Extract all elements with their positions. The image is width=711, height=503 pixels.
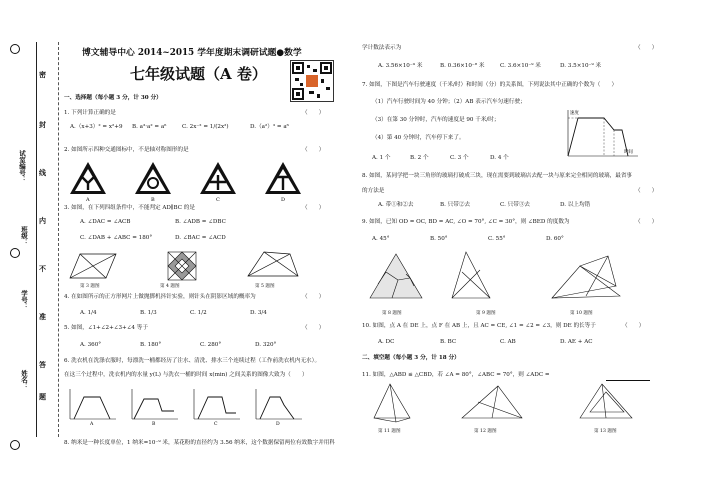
- q7-option-d: D. 4 个: [490, 155, 509, 161]
- margin-dashed-rule: [58, 42, 60, 437]
- sign-label: C: [216, 197, 220, 202]
- q8-10-figures: [366, 248, 646, 310]
- graph-label: C: [214, 422, 218, 425]
- seal-char: 题: [39, 392, 46, 401]
- seal-char: 线: [39, 168, 46, 177]
- page-title: 七年级试题（A 卷）: [130, 65, 267, 83]
- q8-option-c: C. 只带③去: [500, 202, 531, 208]
- figure-caption: 第 9 题图: [476, 311, 496, 316]
- q4-option-b: B. 1/3: [140, 310, 157, 316]
- figure-q10: [552, 256, 620, 298]
- q5-option-a: A. 360°: [80, 342, 102, 348]
- q10-option-b: B. BC: [440, 339, 457, 345]
- q7-item: （4）第 40 分钟时，汽车停下来了。: [372, 135, 465, 141]
- q7-item: （1）汽车行驶时间为 40 分钟；（2）AB 表示汽车匀速行驶；: [372, 99, 526, 105]
- q8-cont: 学计数法表示为: [362, 45, 402, 51]
- student-id-label: 学号：: [20, 290, 28, 310]
- option-d: D. 3.5×10⁻⁹ 米: [560, 63, 602, 69]
- binding-hole: [10, 44, 20, 54]
- q1-option-b: B. a³·a² = a⁶: [132, 124, 167, 130]
- q10-option-a: A. DC: [378, 339, 395, 345]
- q3-5-figures: [68, 248, 318, 288]
- q10-stem: 10. 如图，点 A 在 DE 上，点 F 在 AB 上，且 AC = CE, ∠1 = ∠2 = ∠3，则 DE 的长等于: [362, 323, 596, 329]
- sign-label: B: [151, 197, 155, 202]
- q3-option-c: C. ∠DAB + ∠ABC = 180°: [80, 235, 153, 241]
- q7-speed-graph: [562, 106, 642, 164]
- seal-char: 封: [39, 120, 46, 129]
- option-b: B. 0.36×10⁻⁸ 米: [440, 63, 485, 69]
- q3-stem: 3. 如图，在下列四组条件中，不能判定 AD∥BC 的是: [64, 205, 195, 211]
- qr-code: [290, 60, 334, 102]
- section-heading: 一、选择题（每小题 3 分，计 30 分）: [64, 95, 162, 101]
- seal-char: 内: [39, 216, 46, 225]
- q3-option-d: D. ∠BAC = ∠ACD: [175, 235, 226, 241]
- sign-label: D: [281, 197, 286, 202]
- binding-hole: [10, 248, 20, 258]
- q9-option-a: A. 45°: [372, 236, 390, 242]
- figure-caption: 第 8 题图: [382, 311, 402, 316]
- q5-option-c: C. 280°: [200, 342, 222, 348]
- answer-paren: （ ）: [302, 147, 325, 153]
- figure-q4: [168, 252, 196, 280]
- q9-option-d: D. 60°: [546, 236, 564, 242]
- seal-char: 密: [39, 70, 46, 79]
- q8-line2: 的方法是: [362, 188, 385, 194]
- figure-q13: [580, 384, 632, 418]
- q4-option-d: D. 3/4: [250, 310, 267, 316]
- q3-option-a: A. ∠DAC = ∠ACB: [80, 219, 131, 225]
- q11-13-figures: [370, 382, 640, 426]
- q3-option-b: B. ∠ADB = ∠DBC: [175, 219, 226, 225]
- q8-option-b: B. 只带②去: [440, 202, 471, 208]
- binding-hole: [10, 440, 20, 450]
- q6-line2: 在这三个过程中，洗衣机内的水量 y(L) 与洗衣一桶的时间 x(min) 之间关系的图像大致为（ ）: [64, 372, 308, 378]
- exam-title: 博文辅导中心 2014~2015 学年度期末调研试题●数学: [82, 48, 302, 58]
- q7-option-b: B. 2 个: [410, 155, 429, 161]
- q4-option-a: A. 1/4: [80, 310, 97, 316]
- figure-caption: 第 12 题图: [474, 429, 497, 434]
- figure-q11: [374, 384, 410, 422]
- traffic-sign-b: [135, 162, 171, 194]
- class-label: 班级：: [20, 226, 28, 246]
- q5-stem: 5. 如图，∠1+∠2+∠3+∠4 等于: [64, 325, 148, 331]
- seal-char: 答: [39, 360, 46, 369]
- q1-stem: 1. 下列计算正确的是: [64, 110, 116, 116]
- figure-caption: 第 5 题图: [255, 284, 275, 289]
- answer-paren: （ ）: [302, 110, 325, 116]
- figure-q12: [462, 386, 522, 418]
- q9-option-c: C. 55°: [488, 236, 506, 242]
- section-heading: 二、填空题（每小题 3 分，计 18 分）: [362, 355, 460, 361]
- answer-paren: （ ）: [635, 45, 658, 51]
- traffic-sign-d: [265, 162, 301, 194]
- traffic-sign-c: [200, 162, 236, 194]
- sign-label: A: [86, 197, 90, 202]
- answer-paren: （ ）: [635, 219, 658, 225]
- option-c: C. 3.6×10⁻⁹ 米: [500, 63, 541, 69]
- answer-paren: （ ）: [302, 294, 325, 300]
- q10-option-c: C. AB: [500, 339, 516, 345]
- q5-option-d: D. 320°: [255, 342, 277, 348]
- answer-paren: （ ）: [622, 323, 645, 329]
- graph-ylabel: 速度: [570, 111, 579, 116]
- exam-room-label: 试室编号：: [18, 150, 26, 183]
- q8-option-a: A. 带①和②去: [378, 202, 414, 208]
- figure-caption: 第 3 题图: [80, 284, 100, 289]
- answer-paren: （ ）: [302, 325, 325, 331]
- name-label: 姓名：: [20, 370, 28, 390]
- q11-stem: 11. 如图，△ABD ≌ △CBD，若 ∠A = 80°，∠ABC = 70°，则 ∠ADC =: [362, 372, 550, 378]
- q4-stem: 4. 在如图所示的正方形网片上做抛掷机抖针实验，则针头在阴影区域的概率为: [64, 294, 256, 300]
- figure-q5: [248, 252, 298, 276]
- q7-option-a: A. 1 个: [372, 155, 391, 161]
- q4-option-c: C. 1/2: [190, 310, 207, 316]
- q8-line1: 8. 如图，某同学把一块三角形的玻璃打破成三块，现在需要到玻璃店去配一块与原来完全相同的玻璃，最省事: [362, 173, 633, 179]
- traffic-sign-a: [70, 162, 106, 194]
- q7-stem: 7. 如图，下图是汽车行驶速度（千米/时）和时间（分）的关系图，下列说法其中正确的个数为（ ）: [362, 82, 618, 88]
- q10-option-d: D. AE + AC: [560, 339, 593, 345]
- answer-paren: （ ）: [302, 205, 325, 211]
- q2-stem: 2. 如图所示四种交通图标中，不是轴对称图形的是: [64, 147, 189, 153]
- graph-label: B: [152, 422, 156, 425]
- q2-traffic-signs: [68, 160, 308, 202]
- figure-caption: 第 10 题图: [570, 311, 593, 316]
- q9-option-b: B. 50°: [430, 236, 448, 242]
- seal-margin: [0, 0, 64, 503]
- q6-graphs: [66, 385, 316, 425]
- answer-paren: （ ）: [635, 188, 658, 194]
- q9-stem: 9. 如图，已知 OD = OC, BD = AC, ∠O = 70°, ∠C = 30°，则 ∠BED 的度数为: [362, 219, 570, 225]
- figure-q8-broken-glass: [370, 254, 422, 298]
- figure-caption: 第 4 题图: [160, 284, 180, 289]
- q5-option-b: B. 180°: [140, 342, 162, 348]
- seal-char: 不: [39, 264, 46, 273]
- q1-option-c: C. 2x⁻² = 1/(2x²): [182, 124, 229, 130]
- figure-q9: [452, 252, 490, 298]
- q1-option-d: D.（a²）³ = a⁶: [250, 124, 289, 130]
- option-a: A. 3.56×10⁻⁹ 米: [378, 63, 423, 69]
- q1-option-a: A.（x+3）² = x²+9: [70, 124, 123, 130]
- q6-line1: 6. 洗衣机在洗涤衣服时，每漂洗一桶都经历了注水、清洗、排水三个连续过程（工作前洗衣机内无水）。: [64, 358, 321, 364]
- q8-option-d: D. 以上均错: [560, 202, 591, 208]
- graph-label: D: [276, 422, 280, 425]
- figure-q3: [70, 254, 116, 278]
- figure-caption: 第 13 题图: [594, 429, 617, 434]
- figure-caption: 第 11 题图: [378, 429, 401, 434]
- graph-xlabel: 时间: [624, 150, 633, 155]
- margin-rule: [36, 42, 37, 437]
- graph-label: A: [90, 422, 94, 425]
- answer-blank[interactable]: [606, 380, 650, 381]
- q7-option-c: C. 3 个: [450, 155, 469, 161]
- q8-nano-line1: 8. 纳米是一种长度单位，1 纳米=10⁻⁹ 米，某花粉的直径约为 3.56 纳米，这个数据保留两位有效数字并用科: [64, 440, 335, 446]
- seal-char: 准: [39, 312, 46, 321]
- q7-item: （3）在第 30 分钟时，汽车的速度是 90 千米/时；: [372, 117, 500, 123]
